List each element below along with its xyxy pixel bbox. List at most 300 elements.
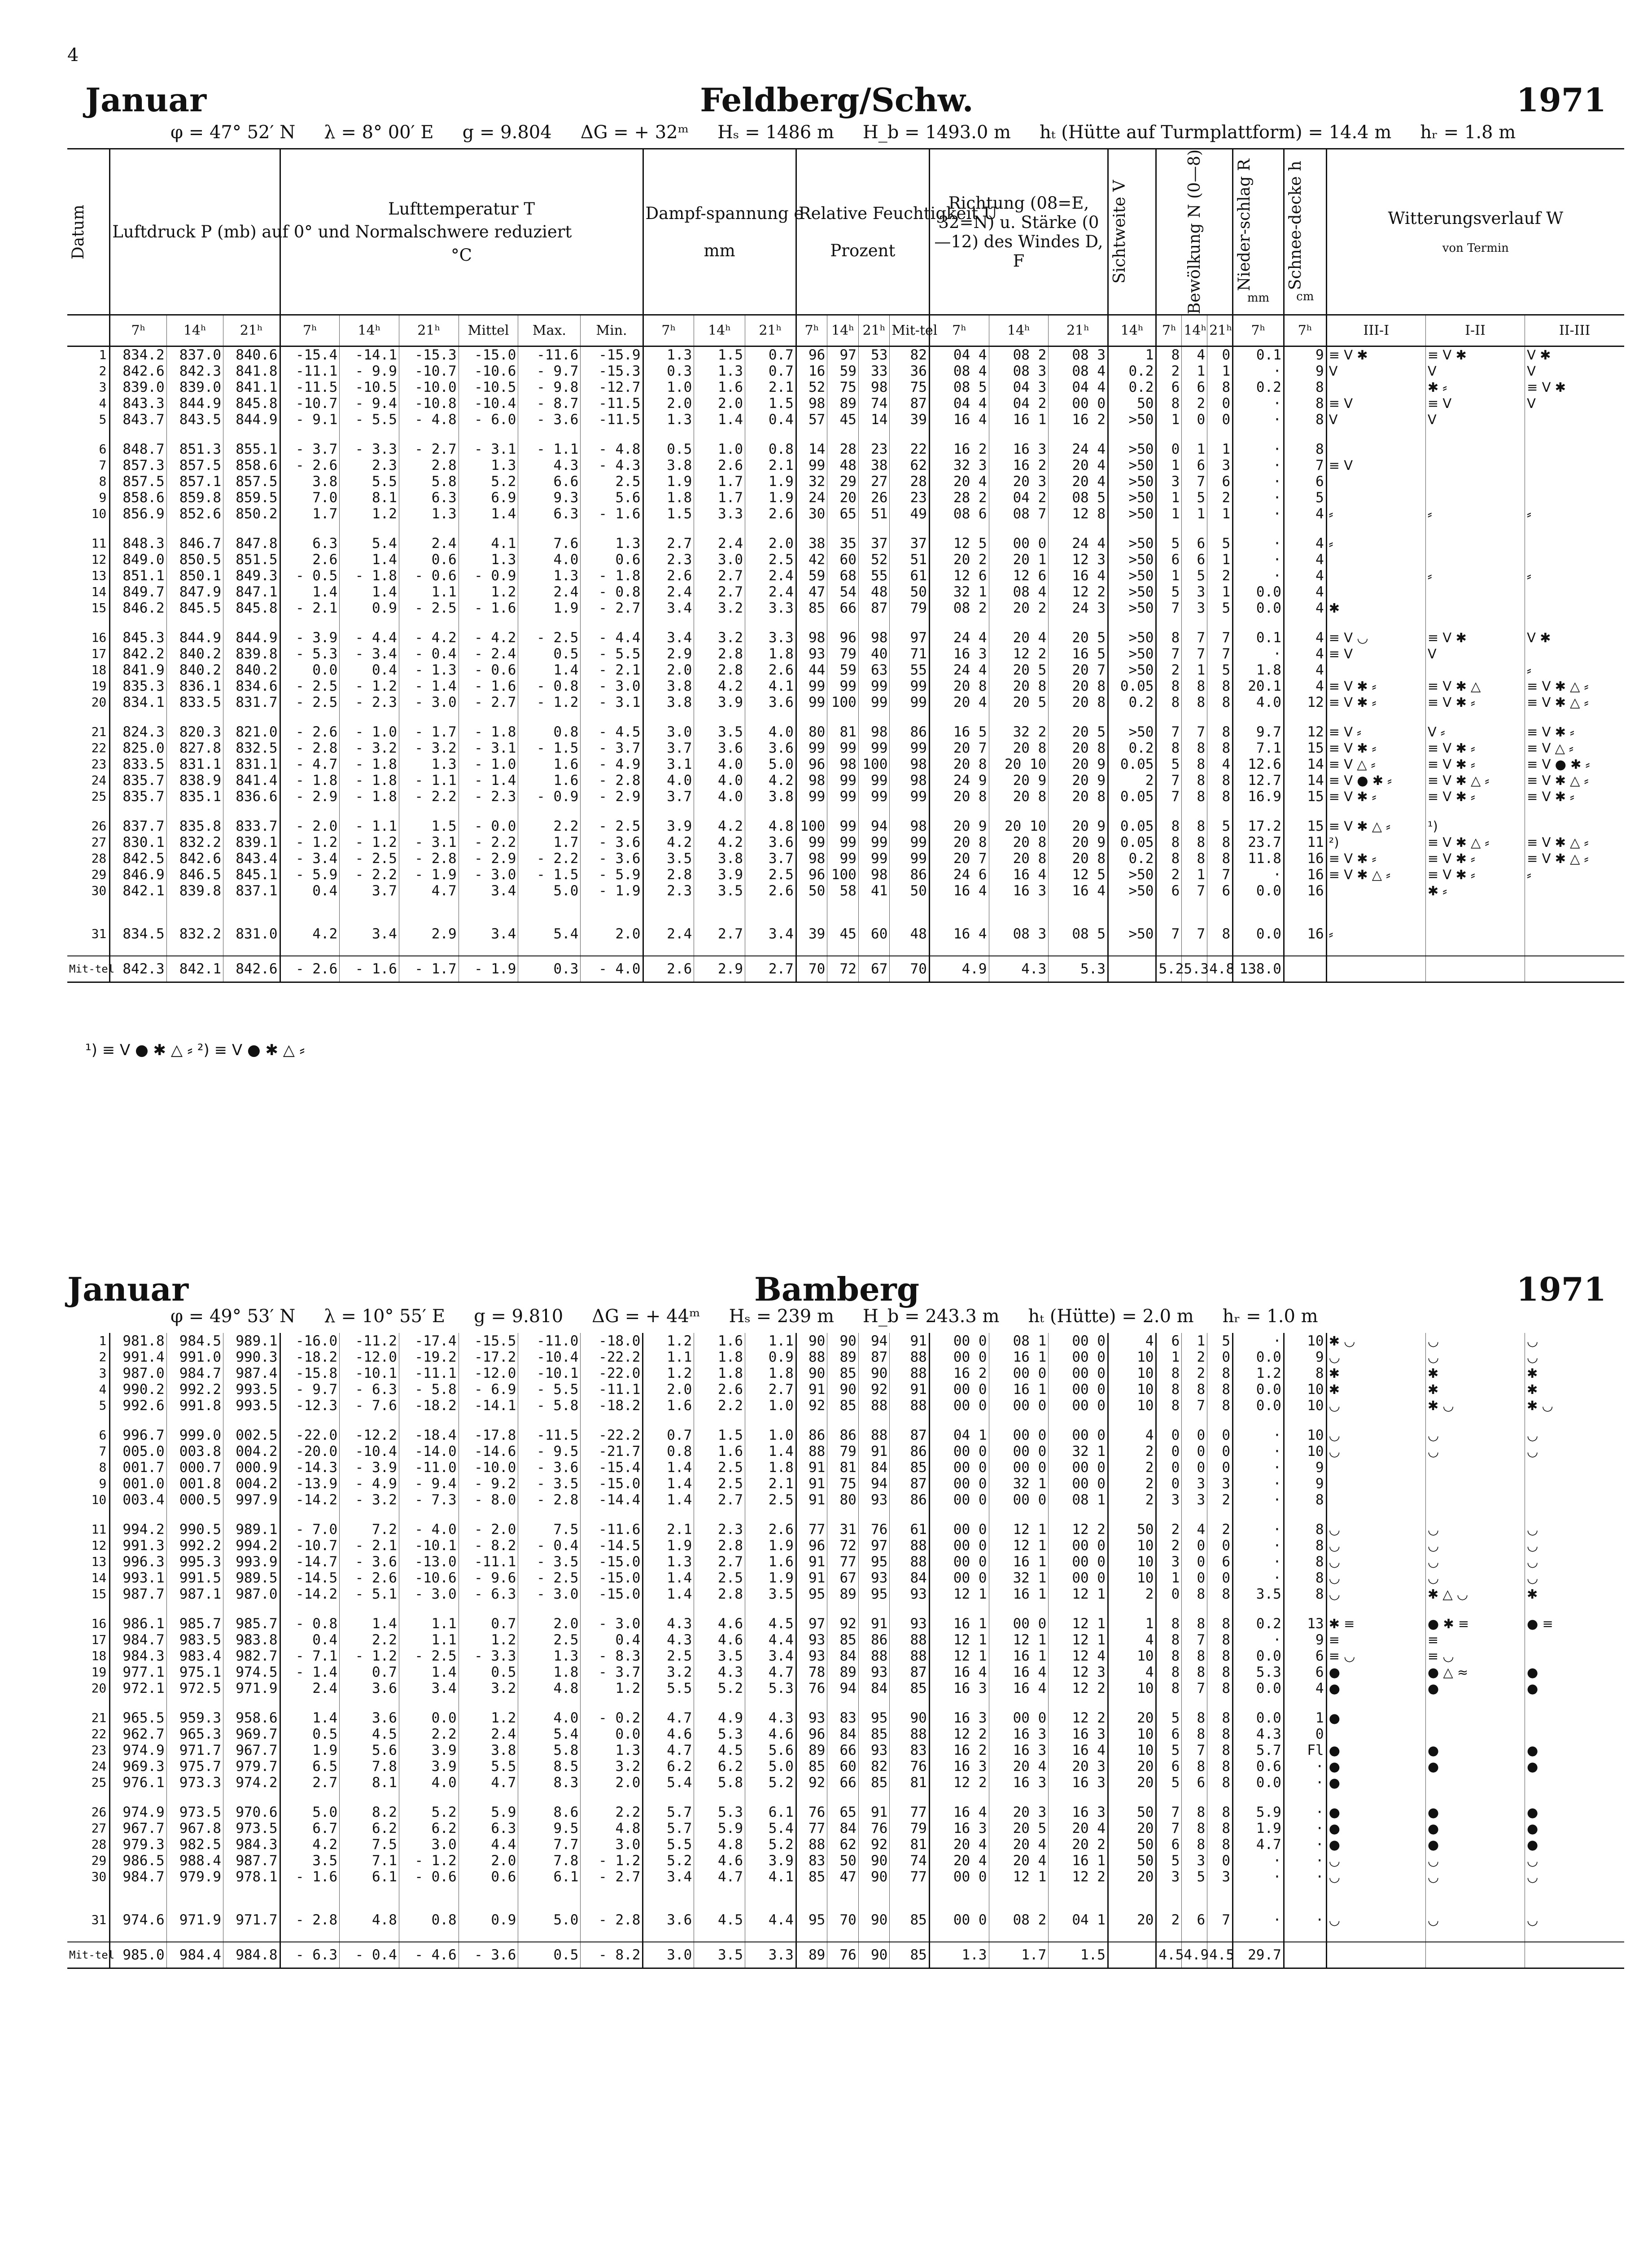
data-cell: 831.1: [223, 756, 280, 772]
data-cell: 2.7: [694, 926, 745, 942]
data-cell: 6.9: [459, 490, 518, 506]
data-cell: ⸗: [1525, 867, 1624, 883]
table-row: [67, 926, 1624, 942]
data-cell: ≡ V: [1425, 395, 1525, 412]
data-cell: V: [1525, 363, 1624, 379]
data-cell: [1326, 473, 1425, 490]
data-cell: - 2.7: [399, 441, 459, 457]
data-cell: 5.0: [518, 1912, 581, 1928]
data-cell: 991.4: [110, 1349, 166, 1365]
data-cell: 962.7: [110, 1726, 166, 1742]
data-cell: 2.8: [694, 662, 745, 678]
data-cell: -11.1: [280, 363, 340, 379]
data-cell: 859.5: [223, 490, 280, 506]
data-cell: 99: [827, 789, 859, 805]
data-cell: 987.0: [223, 1586, 280, 1602]
data-cell: 6: [1284, 1664, 1326, 1680]
data-cell: ● ✱ ≡: [1425, 1616, 1525, 1632]
data-cell: - 4.0: [399, 1521, 459, 1538]
data-cell: 20 8: [929, 678, 989, 694]
data-cell: 8: [1156, 395, 1182, 412]
data-cell: 005.0: [110, 1443, 166, 1459]
data-cell: 00 0: [1049, 1398, 1108, 1414]
column-header: Max.: [518, 315, 581, 346]
data-cell: 0.4: [280, 883, 340, 899]
data-cell: 2.6: [745, 506, 796, 522]
data-cell: 833.5: [110, 756, 166, 772]
data-cell: 00 0: [929, 1521, 989, 1538]
data-cell: 74: [890, 1853, 929, 1869]
year: 1971: [1516, 81, 1606, 119]
data-cell: 2.3: [643, 552, 694, 568]
data-cell: ◡: [1525, 1538, 1624, 1554]
data-cell: 8.2: [340, 1804, 399, 1820]
data-cell: - 8.7: [518, 395, 581, 412]
data-cell: ≡ V: [1326, 646, 1425, 662]
data-cell: 1.3: [459, 552, 518, 568]
data-cell: 2.7: [280, 1775, 340, 1791]
data-cell: -12.3: [280, 1398, 340, 1414]
data-cell: 5.8: [518, 1742, 581, 1758]
data-cell: 38: [858, 457, 890, 473]
data-cell: 87: [890, 1476, 929, 1492]
day-cell: 30: [91, 1869, 107, 1884]
data-cell: 7.7: [518, 1836, 581, 1853]
data-cell: 831.7: [223, 694, 280, 710]
data-cell: ●: [1326, 1820, 1425, 1836]
data-cell: 20 5: [1049, 630, 1108, 646]
mean-cell: 1.3: [929, 1942, 989, 1968]
data-cell: -14.5: [581, 1538, 643, 1554]
data-cell: 16: [1284, 926, 1326, 942]
mean-cell: 842.1: [166, 956, 223, 982]
data-cell: ●: [1326, 1775, 1425, 1791]
data-cell: 59: [796, 568, 827, 584]
data-cell: 92: [796, 1398, 827, 1414]
data-cell: 00 0: [929, 1459, 989, 1476]
data-cell: 32: [796, 473, 827, 490]
data-cell: 9: [1284, 1476, 1326, 1492]
data-cell: 0.0: [581, 1726, 643, 1742]
data-cell: 75: [827, 1476, 859, 1492]
data-cell: 20.1: [1233, 678, 1284, 694]
data-cell: 62: [827, 1836, 859, 1853]
data-cell: 8.3: [518, 1775, 581, 1791]
data-cell: 2.6: [745, 883, 796, 899]
data-cell: 08 2: [929, 600, 989, 616]
data-cell: 001.0: [110, 1476, 166, 1492]
data-cell: 2.2: [694, 1398, 745, 1414]
table-row: [67, 1381, 1624, 1398]
mean-cell: 2.6: [643, 956, 694, 982]
data-cell: 00 0: [989, 1459, 1049, 1476]
data-cell: 98: [796, 772, 827, 789]
data-cell: 76: [858, 1820, 890, 1836]
mean-cell: 29.7: [1233, 1942, 1284, 1968]
data-cell: 8: [1182, 818, 1207, 834]
data-cell: - 5.1: [340, 1586, 399, 1602]
day-cell: 17: [91, 646, 107, 662]
data-cell: - 7.6: [340, 1398, 399, 1414]
data-cell: 10: [1108, 1680, 1156, 1696]
data-cell: V ✱: [1525, 346, 1624, 364]
column-header: 7ʰ: [643, 315, 694, 346]
column-header: 7ʰ: [1156, 315, 1182, 346]
data-cell: 974.6: [110, 1912, 166, 1928]
data-cell: 994.2: [110, 1521, 166, 1538]
data-cell: 59: [827, 363, 859, 379]
data-cell: ✱ ◡: [1425, 1398, 1525, 1414]
data-cell: 3.9: [694, 694, 745, 710]
data-cell: 45: [827, 412, 859, 428]
data-cell: 843.5: [166, 412, 223, 428]
data-cell: 65: [827, 506, 859, 522]
data-cell: 08 7: [989, 506, 1049, 522]
data-cell: ◡: [1326, 1398, 1425, 1414]
mean-cell: [1326, 956, 1425, 982]
data-cell: 3.8: [280, 473, 340, 490]
day-cell: 1: [99, 347, 107, 363]
data-cell: 96: [796, 756, 827, 772]
data-cell: 2.0: [643, 662, 694, 678]
data-cell: ⸗: [1425, 568, 1525, 584]
data-cell: 0.0: [1233, 1648, 1284, 1664]
data-cell: - 1.5: [518, 867, 581, 883]
data-cell: ✱: [1525, 1586, 1624, 1602]
data-cell: ◡: [1525, 1427, 1624, 1443]
data-cell: 91: [858, 1616, 890, 1632]
table-row: [67, 818, 1624, 834]
data-cell: 5.5: [643, 1836, 694, 1853]
mean-cell: [1525, 1942, 1624, 1968]
data-cell: [1525, 1726, 1624, 1742]
data-cell: 16 4: [1049, 568, 1108, 584]
data-cell: -16.0: [280, 1333, 340, 1349]
mean-cell: [1425, 956, 1525, 982]
data-cell: 50: [1108, 395, 1156, 412]
data-cell: 66: [827, 600, 859, 616]
table-row: [67, 1365, 1624, 1381]
data-cell: 39: [890, 412, 929, 428]
data-cell: 10: [1108, 1742, 1156, 1758]
data-cell: 00 0: [929, 1333, 989, 1349]
data-cell: 8: [1156, 1632, 1182, 1648]
data-cell: 6.3: [280, 535, 340, 552]
data-cell: 2.8: [694, 1586, 745, 1602]
data-cell: 92: [858, 1836, 890, 1853]
data-cell: 1.1: [399, 1632, 459, 1648]
data-cell: 15: [1284, 789, 1326, 805]
data-cell: 20 8: [989, 834, 1049, 850]
data-cell: 87: [890, 395, 929, 412]
data-cell: 0: [1182, 1554, 1207, 1570]
data-cell: 20 4: [929, 694, 989, 710]
data-cell: ²): [1326, 834, 1425, 850]
data-cell: ✱ ◡: [1525, 1398, 1624, 1414]
data-cell: 7: [1182, 646, 1207, 662]
data-cell: 982.7: [223, 1648, 280, 1664]
data-cell: 1.9: [643, 473, 694, 490]
data-cell: 3: [1182, 1492, 1207, 1508]
data-cell: ≡ V ✱ ⸗: [1425, 867, 1525, 883]
day-cell: 27: [91, 1821, 107, 1836]
mean-cell: 5.3: [1049, 956, 1108, 982]
data-cell: 96: [796, 1538, 827, 1554]
data-cell: 80: [827, 1492, 859, 1508]
data-cell: 16: [1284, 867, 1326, 883]
data-cell: 2: [1156, 1538, 1182, 1554]
data-cell: 8: [1207, 1836, 1233, 1853]
data-cell: - 2.0: [459, 1521, 518, 1538]
data-cell: 4.7: [643, 1710, 694, 1726]
data-cell: 8: [1182, 1664, 1207, 1680]
day-cell: 31: [91, 1912, 107, 1927]
data-cell: ≡ V ● ✱ ⸗: [1525, 756, 1624, 772]
data-cell: 5.5: [643, 1680, 694, 1696]
data-cell: 8: [1284, 1554, 1326, 1570]
day-cell: 19: [91, 1665, 107, 1679]
data-cell: 91: [796, 1570, 827, 1586]
data-cell: 82: [858, 1758, 890, 1775]
data-cell: ·: [1233, 490, 1284, 506]
data-cell: 100: [796, 818, 827, 834]
data-cell: 20 9: [1049, 834, 1108, 850]
data-cell: -22.0: [280, 1427, 340, 1443]
mean-cell: 4.9: [929, 956, 989, 982]
data-cell: [1525, 1648, 1624, 1664]
data-cell: 1.4: [280, 584, 340, 600]
data-cell: 00 0: [929, 1869, 989, 1885]
data-cell: ●: [1525, 1820, 1624, 1836]
data-cell: >50: [1108, 883, 1156, 899]
data-cell: 4.3: [694, 1664, 745, 1680]
data-cell: ◡: [1525, 1869, 1624, 1885]
data-cell: 8: [1284, 1365, 1326, 1381]
data-cell: ◡: [1425, 1570, 1525, 1586]
data-cell: 2.4: [745, 568, 796, 584]
data-cell: ≡ V ✱ ⸗: [1425, 789, 1525, 805]
day-cell: 31: [91, 926, 107, 942]
table-row: [67, 552, 1624, 568]
data-cell: [1425, 457, 1525, 473]
data-cell: 837.7: [110, 818, 166, 834]
data-cell: 839.8: [223, 646, 280, 662]
data-cell: 0.05: [1108, 756, 1156, 772]
data-cell: - 1.1: [518, 441, 581, 457]
data-cell: 992.2: [166, 1381, 223, 1398]
data-cell: 0: [1182, 412, 1207, 428]
data-cell: 0.1: [1233, 346, 1284, 364]
data-cell: 23: [858, 441, 890, 457]
data-cell: 85: [796, 1869, 827, 1885]
data-cell: 98: [796, 395, 827, 412]
data-cell: ≡ V: [1326, 457, 1425, 473]
data-cell: 16 4: [929, 926, 989, 942]
data-cell: [1525, 584, 1624, 600]
data-cell: - 1.8: [340, 568, 399, 584]
data-cell: 12 3: [1049, 552, 1108, 568]
data-cell: 0.7: [745, 363, 796, 379]
data-cell: 4.4: [745, 1912, 796, 1928]
data-cell: 20 4: [989, 1836, 1049, 1853]
day-cell: 20: [91, 695, 107, 710]
data-cell: 00 0: [929, 1398, 989, 1414]
data-cell: 91: [890, 1333, 929, 1349]
data-cell: 1.4: [280, 1710, 340, 1726]
mean-cell: 984.4: [166, 1942, 223, 1968]
data-cell: 1.6: [518, 772, 581, 789]
data-cell: 843.7: [110, 412, 166, 428]
data-cell: 845.8: [223, 395, 280, 412]
data-cell: 04 1: [929, 1427, 989, 1443]
data-cell: 6.7: [280, 1820, 340, 1836]
data-cell: ✱: [1425, 1381, 1525, 1398]
data-cell: 2.0: [643, 1381, 694, 1398]
data-cell: 3.4: [745, 1648, 796, 1664]
data-cell: -19.2: [399, 1349, 459, 1365]
data-cell: 0.2: [1233, 379, 1284, 395]
data-cell: ≡ V ✱: [1326, 346, 1425, 364]
data-cell: 71: [890, 646, 929, 662]
data-cell: 1.6: [745, 1554, 796, 1570]
data-cell: 63: [858, 662, 890, 678]
mean-cell: - 8.2: [581, 1942, 643, 1968]
data-cell: 857.5: [223, 473, 280, 490]
data-cell: 1: [1156, 506, 1182, 522]
data-cell: 16 1: [989, 1586, 1049, 1602]
mean-cell: - 1.6: [340, 956, 399, 982]
data-cell: -15.5: [459, 1333, 518, 1349]
data-cell: 1: [1156, 1349, 1182, 1365]
data-cell: 1.3: [581, 535, 643, 552]
data-cell: 99: [858, 850, 890, 867]
data-cell: - 2.8: [581, 1912, 643, 1928]
data-cell: 975.1: [166, 1664, 223, 1680]
data-cell: 20 3: [989, 473, 1049, 490]
data-cell: 20 5: [989, 662, 1049, 678]
data-cell: 79: [890, 600, 929, 616]
table-row: [67, 1726, 1624, 1742]
data-cell: 997.9: [223, 1492, 280, 1508]
data-cell: 5: [1156, 1710, 1182, 1726]
table-row: [67, 1398, 1624, 1414]
column-header: Mittel: [459, 315, 518, 346]
data-cell: 81: [890, 1836, 929, 1853]
data-cell: 0.9: [459, 1912, 518, 1928]
data-cell: - 1.3: [399, 662, 459, 678]
data-cell: 1.0: [745, 1398, 796, 1414]
data-cell: 5: [1156, 756, 1182, 772]
data-cell: 0.2: [1108, 694, 1156, 710]
table-row: [67, 1521, 1624, 1538]
data-cell: 3.4: [643, 1869, 694, 1885]
data-cell: - 2.8: [280, 1912, 340, 1928]
data-cell: 1.2: [1233, 1365, 1284, 1381]
data-cell: 984.5: [166, 1333, 223, 1349]
data-cell: 4: [1182, 1521, 1207, 1538]
data-cell: - 2.2: [399, 789, 459, 805]
data-cell: 8: [1284, 1586, 1326, 1602]
data-cell: 50: [1108, 1853, 1156, 1869]
data-cell: 6.1: [745, 1804, 796, 1820]
data-cell: 0.0: [1233, 1775, 1284, 1791]
data-cell: 996.7: [110, 1427, 166, 1443]
data-cell: 99: [858, 834, 890, 850]
data-cell: 2.4: [694, 535, 745, 552]
data-cell: 16: [1284, 883, 1326, 899]
data-cell: ·: [1284, 1836, 1326, 1853]
data-cell: 2.9: [643, 646, 694, 662]
data-cell: 4.3: [643, 1616, 694, 1632]
data-cell: ●: [1525, 1680, 1624, 1696]
data-cell: 0.2: [1108, 363, 1156, 379]
data-cell: 08 5: [929, 379, 989, 395]
data-cell: 981.8: [110, 1333, 166, 1349]
data-cell: 00 0: [1049, 1570, 1108, 1586]
data-cell: ·: [1284, 1804, 1326, 1820]
data-cell: 849.3: [223, 568, 280, 584]
data-cell: 2.5: [694, 1476, 745, 1492]
data-cell: 0.6: [459, 1869, 518, 1885]
data-cell: 5: [1156, 535, 1182, 552]
data-cell: 9.3: [518, 490, 581, 506]
column-header: 21ʰ: [1049, 315, 1108, 346]
data-cell: 99: [796, 678, 827, 694]
data-cell: - 2.7: [581, 600, 643, 616]
data-cell: 99: [890, 694, 929, 710]
column-header: 7ʰ: [280, 315, 340, 346]
data-cell: - 2.1: [581, 662, 643, 678]
data-cell: -11.0: [399, 1459, 459, 1476]
data-cell: 1.2: [643, 1333, 694, 1349]
data-cell: 77: [796, 1820, 827, 1836]
data-cell: 20 9: [1049, 772, 1108, 789]
data-cell: 24 4: [1049, 535, 1108, 552]
data-cell: -11.0: [518, 1333, 581, 1349]
data-cell: ·: [1233, 1521, 1284, 1538]
data-cell: 97: [827, 346, 859, 364]
data-cell: 5: [1284, 490, 1326, 506]
data-cell: ·: [1233, 1912, 1284, 1928]
data-cell: 6: [1284, 1648, 1326, 1664]
data-cell: 0.4: [340, 662, 399, 678]
data-cell: 5.3: [745, 1680, 796, 1696]
data-cell: 1: [1207, 584, 1233, 600]
data-cell: 5: [1207, 600, 1233, 616]
data-cell: ≡ V ✱ △ ⸗: [1525, 694, 1624, 710]
data-cell: ●: [1326, 1836, 1425, 1853]
data-cell: 6: [1156, 379, 1182, 395]
data-cell: - 1.2: [340, 678, 399, 694]
data-cell: ◡: [1326, 1869, 1425, 1885]
data-cell: 7: [1207, 630, 1233, 646]
data-cell: 3.6: [340, 1680, 399, 1696]
data-cell: 20 5: [989, 694, 1049, 710]
data-cell: 0: [1207, 1459, 1233, 1476]
data-cell: 88: [890, 1554, 929, 1570]
data-cell: 10: [1108, 1570, 1156, 1586]
data-cell: 3.4: [745, 926, 796, 942]
data-cell: 98: [890, 756, 929, 772]
data-cell: ·: [1233, 568, 1284, 584]
data-cell: 89: [827, 1664, 859, 1680]
data-cell: 99: [890, 789, 929, 805]
data-cell: 12 4: [1049, 1648, 1108, 1664]
data-cell: 5.4: [643, 1775, 694, 1791]
data-cell: 0.2: [1108, 379, 1156, 395]
data-cell: 00 0: [929, 1492, 989, 1508]
data-cell: 855.1: [223, 441, 280, 457]
